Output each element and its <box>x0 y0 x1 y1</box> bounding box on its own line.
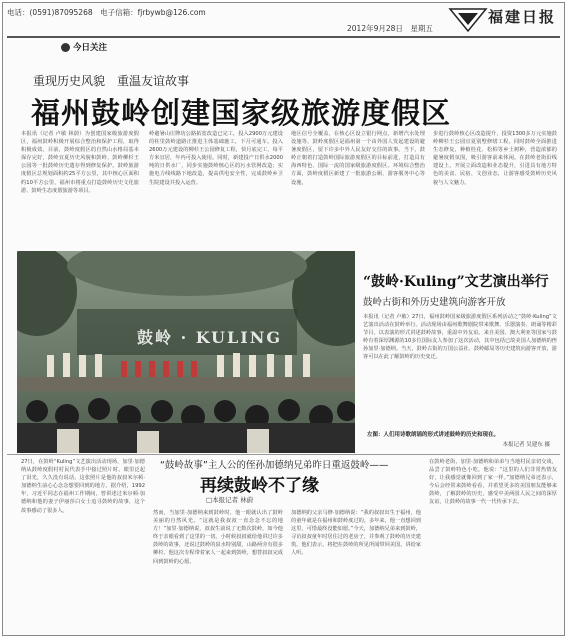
lower-column-3: 加德纳的父亲马修·加德纳说：“我的叔叔出生于福州，他的童年就是在福州和鼓岭度过的。多年来，他一直想回到这里，可惜最终没能如愿。”今天，加德纳兄弟来到鼓岭，寻访叔叔童年时居住过的老房子，并参观了鼓岭的历史建筑。他们表示，将把在鼓岭的所见所闻带回美国，讲给家人听。 <box>291 510 421 557</box>
performance-photo-image <box>17 251 355 453</box>
lower-kicker: “鼓岭故事”主人公的侄孙加德纳兄弟昨日重返鼓岭—— <box>160 460 389 471</box>
lower-headline: 再续鼓岭不了缘 <box>200 476 319 496</box>
section-tag <box>61 40 107 54</box>
photo-credit: 本报记者 吴建东 摄 <box>502 442 550 448</box>
lead-column-2: 岭避暑山庄牌坊公路拓宽改造已完工，投入2900万元建设的柱里鼓岭道路正推进主体基础施工，下月可通车。投入2600万元建设的柳杉王公园修复工程，快月底完工，每平方米宜居，年内可投入使用。同时，新建投产日供水2000吨的日供水厂，同步实施鼓岭核心区的污水管网改造；实施电力线线路下地改造，提高供电安全性，完成鼓岭乡卫生院建设并投入运营。 <box>149 131 283 186</box>
lower-column-1: 27日，在鼓岭“Kuling”文艺演出活动现场，加里·加德纳从鼓岭度假村村民代表手中接过照片时，眼里泛起了泪光，久久没有说话。这张照片是他的叔叔米尔顿·加德纳生前心心念念想要回到的地方。据介绍，1992年，习近平同志在福州工作期间，曾讲述过米尔顿·加德纳和他的妻子伊丽莎白女士追寻鼓岭的故事，这个故事感动了很多人。 <box>21 459 145 514</box>
photo-caption: 左图：人们用诗歌朗诵的形式讲述鼓岭的历史和现在。 <box>367 432 500 438</box>
lower-column-2: 然而，当加里·加德纳来到鼓岭时，他一眼就认出了鼓岭美丽的自然风光。“这就是我叔叔一直念念不忘的地方！”加里·加德纳说，叔叔生前说了无数次鼓岭，如今他终于亲眼看到了这里的一切。小时候叔叔就给他讲过许多鼓岭的故事，还说过鼓岭的泉水特别甜，山路两旁有很多柳杉。他这次专程带着家人一起来到鼓岭，想替叔叔完成回到鼓岭的心愿。 <box>153 510 283 565</box>
masthead-title: 福建日报 <box>487 8 556 26</box>
section-divider <box>7 454 560 455</box>
lead-kicker: 重现历史风貌 重温友谊故事 <box>33 74 190 88</box>
lead-column-3: 地区信号全覆盖，在核心区设立银行网点，新增汽水处理设施等。鼓岭度假区是福州第一个由外国人发起建设的避暑度假区，留下许多中外人民友好交往的故事。当下，鼓岭正朝着打造鼓岭国际旅游度假区的目标前进，打造具有海西特色、国际一流的国家级旅游度假区。环境综合整治方面，鼓岭度假区新建了一批旅游公厕、游客服务中心等设施。 <box>291 131 425 186</box>
masthead-emblem-icon <box>448 5 488 33</box>
performance-photo <box>17 251 355 453</box>
lower-byline: □本报记者 林蔚 <box>206 496 254 504</box>
lead-column-1: 本报讯（记者 卢敏 林蔚）为创建国家级旅游度假区，福州鼓岭积极开展综合整治和保护工程，取得积极成效。目前，鼓岭度假区的自然山水格局基本保存完好，鼓岭宜夏历史风貌和鼓岭、鼓岭柳杉王公园等一批鼓岭历史遗存得到修复保护。鼓岭旅游度假区总规划面积约25平方公里，其中核心区面积约10平方公里，福州市将重点打造鼓岭历史文化旅游、鼓岭生态度假旅游等项目。 <box>21 131 139 194</box>
side-body: 本报讯（记者 卢敏）27日，福州鼓岭国家级旅游度假区系列活动之“鼓岭·Kuling”文艺演出活动在鼓岭举行。活动现场由福州歌舞剧院带来歌舞、乐器演奏、朗诵等精彩节目，以表演的形式讲述鼓岭故事，重温中外友谊。来自美国、澳大利亚等国家与鼓岭有着深厚渊源的10多位国际友人参加了这次活动，其中包括已故美国人加德纳的侄孙加里·加德纳。当天，鼓岭古街的万国公益社、鼓岭邮局等历史建筑向游客开放，游客可以在此了解鼓岭的历史变迁。 <box>363 314 557 361</box>
issue-date: 2012年9月28日 星期五 <box>347 24 433 33</box>
header-rule <box>7 36 560 38</box>
lead-headline: 福州鼓岭创建国家级旅游度假区 <box>31 96 452 130</box>
side-subhead: 鼓岭古街和外历史建筑向游客开放 <box>363 297 506 308</box>
masthead <box>448 5 556 33</box>
side-headline: “鼓岭·Kuling”文艺演出举行 <box>363 274 549 290</box>
newspaper-page <box>2 2 565 636</box>
section-dot-icon <box>61 43 70 52</box>
stage-sign-text: 鼓岭 · KULING <box>137 328 283 347</box>
section-label: 今日关注 <box>73 43 108 53</box>
lower-column-4: 在鼓岭老街，加里·加德纳和弟弟与当地村民亲切交谈，品尝了鼓岭特色小吃。他说：“这里的人们非常热情友好，让我感觉就像回到了家一样。”加德纳兄弟还表示，今后会经常来鼓岭看看，并希望更多的美国朋友能够来鼓岭，了解鼓岭的历史，感受中美两国人民之间的深厚友谊，让鼓岭的故事一代一代传承下去。 <box>429 459 557 506</box>
contact-line: 电话：(0591)87095268 电子信箱：fjrbywb@126.com <box>7 8 206 17</box>
lead-column-4: 步进行鼓岭核心区改造提升，投资1300多万元实施鼓岭柳杉王公园宜夏别墅修缮工程。同时鼓岭全面推进生态修复，种植桂花、松柏等乡土树种，营造浓郁的避暑度假氛围，吸引游客前来休闲。在鼓岭老街沿线建设上，开展立面改造和业态提升，引进具有地方特色的美食、民宿、文创业态，让游客感受鼓岭历史风貌与人文魅力。 <box>433 131 557 186</box>
